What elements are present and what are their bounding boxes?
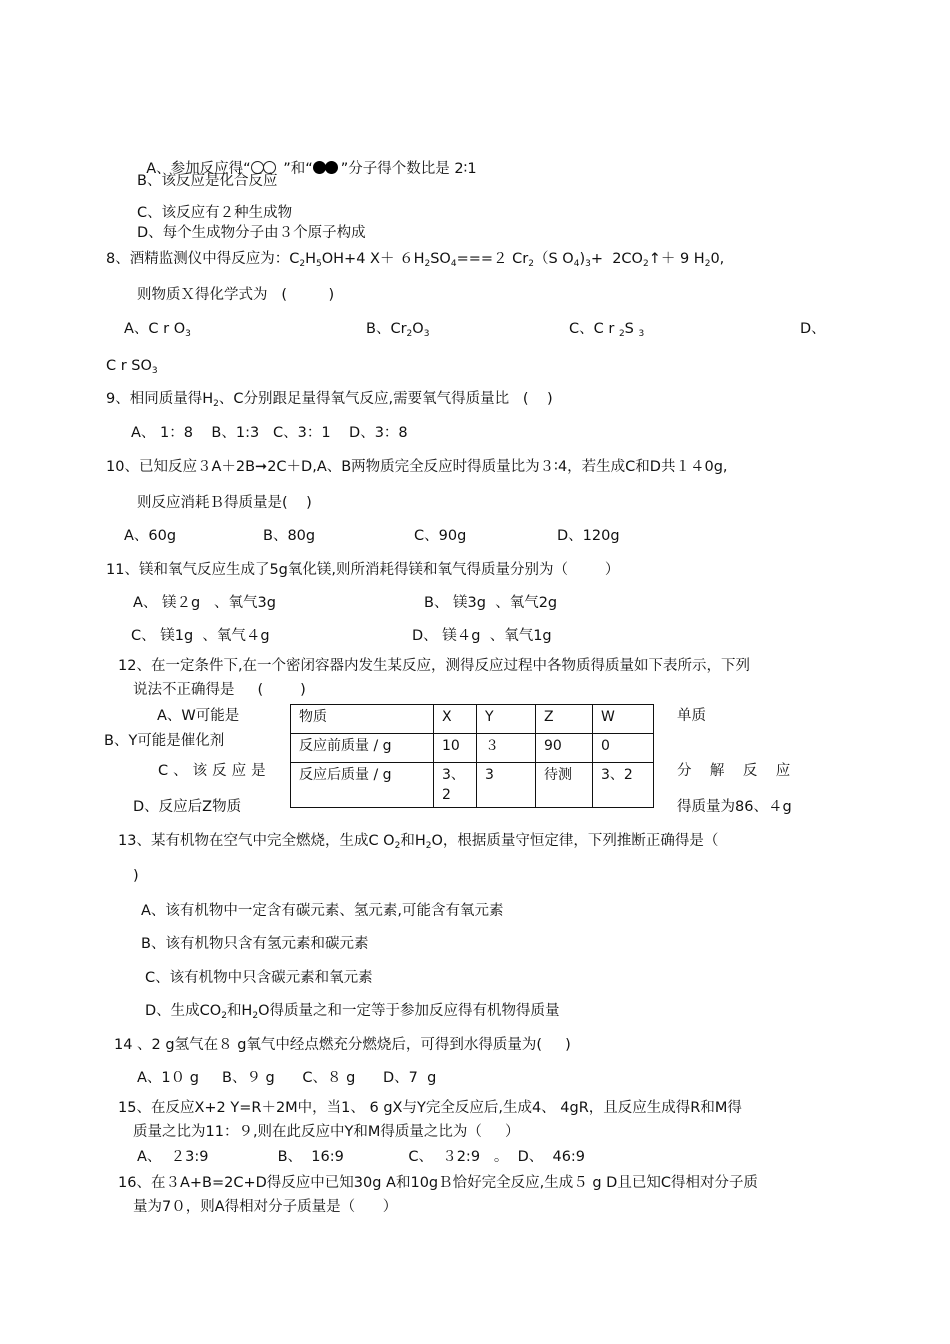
q8-option-a: A、C r $O_3$ bbox=[124, 321, 191, 339]
q8-stem-line2: 则物质Ｘ得化学式为 ( ) bbox=[137, 287, 335, 303]
table-cell: 反应后质量 / g bbox=[291, 763, 434, 808]
q16-stem-line2: 量为7０，则A得相对分子质量是（ ） bbox=[133, 1199, 398, 1215]
table-header-cell: Z bbox=[536, 705, 593, 734]
q15-stem: 15、在反应X+2 Y=R＋2M中，当1、 6 gX与Y完全反应后,生成4、 4gR，且反应生成得R和M得 bbox=[118, 1100, 742, 1116]
table-header-row bbox=[291, 705, 654, 734]
q11-option-b: B、 镁3g 、氧气2g bbox=[424, 595, 558, 611]
q15-stem-line2: 质量之比为11：９,则在此反应中Y和M得质量之比为（ ） bbox=[133, 1124, 520, 1140]
q13-option-b: B、该有机物只含有氢元素和碳元素 bbox=[141, 936, 369, 952]
q15-options: A、 ２3:9 B、 16:9 C、 ３2:9 。 D、 46:9 bbox=[137, 1149, 586, 1165]
q12-option-c-right: 分 解 反 应 bbox=[677, 763, 791, 779]
q10-stem-line2: 则反应消耗Ｂ得质量是( ) bbox=[137, 495, 312, 511]
q12-stem-line2: 说法不正确得是 ( ) bbox=[133, 682, 306, 698]
table-cell: 90 bbox=[536, 734, 593, 763]
q14-stem: 14 、2 g氢气在８ g氧气中经点燃充分燃烧后，可得到水得质量为( ) bbox=[114, 1037, 571, 1053]
q10-option-c: C、90g bbox=[414, 528, 467, 544]
q12-stem: 12、在一定条件下,在一个密闭容器内发生某反应，测得反应过程中各物质得质量如下表所示，下列 bbox=[118, 658, 751, 674]
black-molecule-icon bbox=[313, 161, 341, 175]
table-row bbox=[291, 734, 654, 763]
q12-option-c-left: C、该反应是 bbox=[158, 763, 271, 779]
q8-stem: 8、酒精监测仪中得反应为：$C_2H_5OH+4$ $X+ 6H_2SO_4===2$ $Cr_2(S$ $O_4)_3+$ $2CO_2↑+ 9$ $H_20$, bbox=[106, 251, 725, 269]
q16-stem: 16、在３A+B=2C+D得反应中已知30g A和10gＢ恰好完全反应,生成５ g D且已知C得相对分子质 bbox=[118, 1175, 758, 1191]
q11-stem: 11、镁和氧气反应生成了5g氧化镁,则所消耗得镁和氧气得质量分别为（ ） bbox=[106, 562, 620, 578]
q9-options: A、 1：8 B、1:3 C、3：1 D、3：8 bbox=[131, 425, 408, 441]
q13-stem-line2: ) bbox=[133, 868, 139, 884]
q7-option-c: C、该反应有２种生成物 bbox=[137, 205, 293, 221]
q13-option-d: D、生成$CO_2$和$H_2O$得质量之和一定等于参加反应得有机物得质量 bbox=[145, 1003, 560, 1021]
q12-option-a-left: A、W可能是 bbox=[157, 708, 240, 724]
q11-option-a: A、 镁２g 、氧气3g bbox=[133, 595, 276, 611]
q12-option-a-right: 单质 bbox=[677, 708, 706, 724]
q10-option-a: A、60g bbox=[124, 528, 177, 544]
table-cell: ３ bbox=[477, 734, 536, 763]
table-header-cell: X bbox=[434, 705, 477, 734]
table-header-cell: Y bbox=[477, 705, 536, 734]
table-cell: 0 bbox=[593, 734, 654, 763]
q12-option-b: B、Y可能是催化剂 bbox=[104, 733, 225, 749]
q10-stem: 10、已知反应３A＋2B➞2C＋D,A、B两物质完全反应时得质量比为３∶4，若生成C和D共１４0g, bbox=[106, 459, 728, 475]
q8-option-b: B、$Cr_2O_3$ bbox=[366, 321, 430, 339]
q7-option-d: D、每个生成物分子由３个原子构成 bbox=[137, 225, 366, 241]
table-cell: 待测 bbox=[536, 763, 593, 808]
table-row bbox=[291, 763, 654, 808]
q13-stem: 13、某有机物在空气中完全燃烧，生成C $O_2$和$H_2O$，根据质量守恒定律，下列推断正确得是（ bbox=[118, 833, 719, 851]
table-cell: 3 bbox=[477, 763, 536, 808]
q7-option-b: B、该反应是化合反应 bbox=[137, 173, 278, 189]
q8-option-d-label: D、 bbox=[800, 321, 826, 337]
table-cell: 反应前质量 / g bbox=[291, 734, 434, 763]
q12-mass-table bbox=[290, 704, 654, 808]
q12-option-d-left: D、反应后Z物质 bbox=[133, 799, 242, 815]
q11-option-c: C、 镁1g 、氧气４g bbox=[131, 628, 270, 644]
q8-option-d: C r $SO_3$ bbox=[106, 358, 158, 376]
q10-option-d: D、120g bbox=[557, 528, 620, 544]
table-header-cell: W bbox=[593, 705, 654, 734]
table-cell: 3、2 bbox=[593, 763, 654, 808]
q10-option-b: B、80g bbox=[263, 528, 316, 544]
q13-option-c: C、该有机物中只含碳元素和氧元素 bbox=[145, 970, 373, 986]
q8-option-c: C、C r $_2$S $_3$ bbox=[569, 321, 645, 339]
q9-stem: 9、相同质量得$H_2$、C分别跟足量得氧气反应,需要氧气得质量比 ( ) bbox=[106, 391, 553, 409]
q14-options: A、1０ g B、９ g C、８ g D、7 g bbox=[137, 1070, 437, 1086]
table-cell: 3、2 bbox=[434, 763, 477, 808]
q12-option-d-right: 得质量为86、４g bbox=[677, 799, 792, 815]
table-header-cell: 物质 bbox=[291, 705, 434, 734]
table-cell: 10 bbox=[434, 734, 477, 763]
q13-option-a: A、该有机物中一定含有碳元素、氢元素,可能含有氧元素 bbox=[141, 903, 504, 919]
q11-option-d: D、 镁４g 、氧气1g bbox=[412, 628, 552, 644]
q7-option-a: A、参加反应得“ ”和“ ”分子得个数比是 2∶1 bbox=[146, 161, 477, 177]
